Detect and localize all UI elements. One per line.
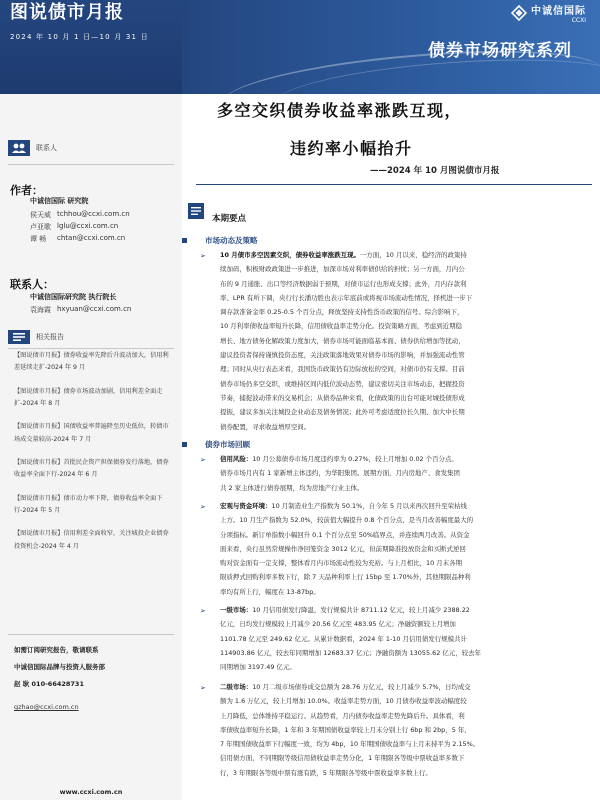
- para-line: 上月降低，总体维持平稳运行。从趋势看，月内债券收益率走势先降后升。具体看，利: [220, 711, 465, 720]
- arrow-bullet-icon: ➢: [200, 607, 206, 615]
- report-title: 图说债市月报: [10, 2, 124, 23]
- divider: [8, 634, 174, 635]
- contact-label: 联系人: [36, 144, 57, 152]
- report-icon: [8, 330, 30, 344]
- para-line: 10 月二级市场债券成交总额为 28.76 万亿元，较上月减少 5.7%，日均成交: [252, 683, 471, 691]
- date-range: 2024 年 10 月 1 日—10 月 31 日: [10, 33, 149, 41]
- para-line: 率、LPR 有所下调，央行行长潘功胜也表示年底前或将视市场流动性情况，择机进一步下: [220, 293, 473, 302]
- author-row: [30, 234, 180, 244]
- secondary-market-paragraph: [220, 680, 590, 780]
- arrow-bullet-icon: ➢: [200, 503, 206, 511]
- doc-title-line2: 违约率小幅抬升: [290, 139, 413, 158]
- related-report-link[interactable]: 【图说债市月报】债券市场波动加剧，信用利差全面走扩-2024 年 8 月: [14, 387, 163, 408]
- author-name: 侯天威: [30, 211, 51, 219]
- contact-heading: [8, 140, 57, 156]
- subscription-info: [14, 642, 174, 716]
- para-lead: 10 月债市多空因素交织，债券收益率涨跌互现。: [220, 251, 360, 259]
- section-heading: [182, 235, 258, 246]
- para-line: 率债收益率短升长降，1 年和 3 年期国债收益率较上月末分别上行 6bp 和 2bp，5 年、: [220, 725, 471, 734]
- related-report-link[interactable]: 【图说债市月报】首批民企资产担保债券发行落地，债券收益率全面下行-2024 年 6 月: [14, 459, 169, 479]
- para-line: 10 月利率债收益率短升长降，信用债收益率走势分化。投资策略方面，考虑到近期稳: [220, 322, 462, 331]
- subscribe-line: 如需订阅研究报告，敬请联系: [14, 646, 99, 654]
- para-line: 10 月公募债券市场月度违约率为 0.27%，较上月增加 0.02 个百分点。: [252, 455, 458, 463]
- para-line: 购对资金面有一定支撑，整体看月内市场流动性较为充裕。与上月相比，10 月末各期: [220, 559, 462, 568]
- related-report-link[interactable]: 【图说债市月报】债券收益率先降后升波动加大，信用利差延续走扩-2024 年 9 月: [14, 352, 169, 372]
- title-divider: [196, 184, 592, 185]
- para-line: 共 2 家主体进行债券展期，均为房地产行业主体。: [220, 483, 364, 492]
- related-report-link[interactable]: 【图说债市月报】信用利差全面收窄，关注城投企业债券投资机会-2024 年 4 月: [14, 530, 169, 550]
- para-line: 增长、地方债务化解政策力度加大，债券市场可能面临基本面、债券供给增加等扰动，: [220, 336, 465, 345]
- bullet-square-icon: [182, 238, 187, 243]
- ccxi-logo: [511, 2, 586, 24]
- para-line: 节奏，捕捉波动带来的交易机会；从债券品种来看，化债政策的出台可能对城投债形成: [220, 393, 465, 402]
- author-row: [30, 222, 180, 232]
- section-heading-text: 债券市场回顾: [205, 440, 250, 449]
- para-line: 限质押式回购利率多数下行，除 7 天品种利率上行 15bp 至 1.70%外，其他期限品种利: [220, 573, 471, 582]
- bullet-square-icon: [182, 442, 187, 447]
- section-heading: [182, 439, 250, 450]
- author-name: 卢亚歌: [30, 223, 51, 231]
- logo-cn: 中诚信国际: [531, 6, 586, 17]
- para-lead: 二级市场：: [220, 683, 253, 691]
- main-content: [182, 94, 600, 800]
- para-line: 率均有所上行，幅度在 13-87bp。: [220, 587, 320, 596]
- para-lead: 一级市场：: [220, 606, 253, 614]
- author-email[interactable]: tchhou@ccxi.com.cn: [57, 210, 130, 218]
- dept-line: 中诚信国际品牌与投资人服务部: [14, 663, 105, 671]
- para-line: 1101.78 亿元至 249.62 亿元。从累计数据看，2024 年 1-10 月信用债发行规模共计: [220, 634, 467, 643]
- contact-row: [30, 305, 180, 315]
- macro-paragraph: [220, 499, 590, 599]
- para-line: 7 年期国债收益率下行幅度一致，均为 4bp，10 年期国债收益率与上月末持平为 2.15%。: [220, 740, 480, 749]
- para-line: 同期增加 3197.49 亿元。: [220, 663, 296, 672]
- arrow-bullet-icon: ➢: [200, 456, 206, 464]
- para-line: 布的 9 月通胀、出口等经济数据弱于预期，对债市运行也形成支撑；此外，月内存款利: [220, 279, 467, 288]
- para-line: 续加码，积极财政政策进一步推进，加深市场对利率债供给的担忧；另一方面，月内公: [220, 265, 465, 274]
- summary-paragraph: [220, 248, 590, 434]
- author-email[interactable]: lglu@ccxi.com.cn: [57, 222, 119, 230]
- para-line: 面来看，央行虽然常规操作净回笼资金 3012 亿元，但前期降准投放资金和买断式逆回: [220, 544, 466, 553]
- para-line: 分项指标。新订单指数小幅回升 0.1 个百分点至 50%临界点，并连续两月改善。从资金: [220, 530, 470, 539]
- para-line: 提振，建议多加关注城投企业动态及债务情况；此外可考虑适度拉长久期、加大中长期: [220, 408, 465, 417]
- doc-title-line1: 多空交织债券收益率涨跌互现，: [217, 101, 463, 120]
- para-line: 信用债方面，不同期限等级信用债收益率走势分化，1 年期限各等级中票收益率多数下: [220, 754, 465, 763]
- section-heading-text: 市场动态及策略: [205, 236, 258, 245]
- authors-org: 中诚信国际 研究院: [30, 197, 89, 205]
- related-report-link[interactable]: 【图说债市月报】债市动力率下降，债券收益率全面下行-2024 年 5 月: [14, 494, 163, 515]
- related-report-link[interactable]: 【图说债市月报】国债收益率普遍降至历史低位，转债市场成交量较高-2024 年 7 月: [14, 423, 169, 443]
- para-line: 债券市场月内有 1 家新增主体违约，为华阳集团。展期方面，月内房地产、食发集团: [220, 469, 460, 478]
- phone-line: 赵 耿 010-66428731: [14, 680, 84, 688]
- divider: [8, 164, 174, 165]
- doc-subtitle: ——2024 年 10 月图说债市月报: [370, 166, 500, 176]
- summary-icon: [188, 203, 204, 219]
- author-row: [30, 210, 180, 220]
- divider: [8, 348, 174, 349]
- contacts-org: 中诚信国际研究院 执行院长: [30, 293, 117, 301]
- author-email[interactable]: chtan@ccxi.com.cn: [57, 234, 126, 242]
- related-label: 相关报告: [36, 333, 64, 341]
- header-banner: [182, 0, 600, 94]
- para-line: 调存款准备金率 0.25-0.5 个百分点，释放坚持支持性货币政策的信号。综合影响下，: [220, 308, 464, 317]
- para-line: 额为 1.6 万亿元，较上月增加 10.0%。收益率走势方面，10 月债券收益率波动幅度较: [220, 697, 467, 706]
- related-heading: [8, 330, 64, 344]
- email-link[interactable]: gzhao@ccxi.com.cn: [14, 703, 79, 711]
- primary-market-paragraph: [220, 603, 590, 674]
- para-line: 建议投资者保持谨慎投资态度，关注政策落地效果对债券市场的影响，并加强流动性管: [220, 351, 465, 360]
- para-lead: 信用风险：: [220, 455, 253, 463]
- para-line: 上方。10 月生产指数为 52.0%，较前值大幅提升 0.8 个百分点，是当月改善幅度最大的: [220, 516, 474, 525]
- para-line: 债券配置，寻求收益增厚空间。: [220, 422, 311, 431]
- para-line: 债券市场仍多空交织，或维持区间内低位波动态势，建议密切关注市场动态，把握投资: [220, 379, 465, 388]
- report-header: [0, 0, 600, 94]
- summary-label: 本期要点: [212, 214, 247, 224]
- para-line: 10 月制造业生产指数为 50.1%，自今年 5 月以来再次回升至荣枯线: [271, 502, 467, 510]
- header-title-block: [0, 0, 182, 94]
- people-icon: [8, 140, 30, 156]
- authors-label: 作者：: [10, 184, 43, 197]
- contact-email[interactable]: hxyuan@ccxi.com.cn: [57, 305, 132, 313]
- para-line: 理；同时从央行表态来看，我国货币政策仍有边际放松的空间，对债市仍有支撑。目前: [220, 365, 465, 374]
- ccxi-logo-icon: [511, 5, 527, 21]
- para-line: 亿元，日均发行规模较上月减少 20.56 亿元至 483.95 亿元；净融资额较上月增加: [220, 620, 456, 629]
- para-line: 10 月信用债发行降温，发行规模共计 8711.12 亿元，较上月减少 2388.22: [252, 606, 470, 614]
- para-line: 114903.86 亿元，较去年同期增加 12683.37 亿元；净融资额为 13055.62 亿元，较去年: [220, 648, 481, 657]
- para-line: 行，3 年期限各等级中票有涨有跌，5 年期限各等级中票收益率多数上行。: [220, 768, 432, 777]
- contacts-label: 联系人：: [10, 278, 54, 291]
- para-line: 一方面，10 月以来，稳经济的政策持: [359, 251, 467, 259]
- credit-risk-paragraph: [220, 452, 590, 495]
- website-link[interactable]: www.ccxi.com.cn: [59, 788, 123, 796]
- contact-name: 袁海霞: [30, 306, 51, 314]
- arrow-bullet-icon: ➢: [200, 684, 206, 692]
- sidebar: [0, 94, 182, 800]
- related-reports-list: [14, 350, 174, 564]
- arrow-bullet-icon: ➢: [200, 252, 206, 260]
- para-lead: 宏观与资金环境：: [220, 502, 272, 510]
- author-name: 谭 畅: [30, 235, 47, 243]
- series-title: 债券市场研究系列: [428, 41, 572, 61]
- logo-en: CCXI: [571, 17, 586, 24]
